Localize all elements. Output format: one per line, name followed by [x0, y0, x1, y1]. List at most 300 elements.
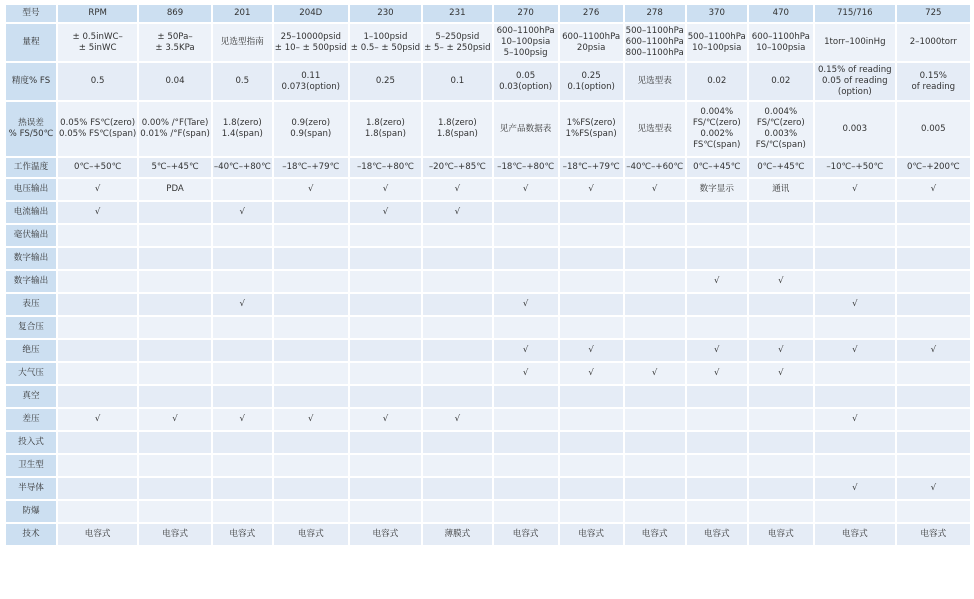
table-cell — [350, 386, 421, 407]
table-cell — [897, 202, 970, 223]
cell-text: 0.01% /°F(span) — [140, 129, 210, 139]
table-cell — [749, 478, 813, 499]
cell-text: 0.04 — [165, 76, 185, 86]
row-label-text: 数字输出 — [13, 253, 49, 263]
check-mark: √ — [930, 483, 937, 493]
table-cell — [213, 271, 272, 292]
table-cell — [749, 179, 813, 200]
table-row — [6, 158, 970, 177]
table-cell — [213, 24, 272, 61]
cell-text: 0.02 — [771, 76, 791, 86]
table-cell — [749, 225, 813, 246]
cell-text: ± 50Pa– — [157, 31, 193, 42]
table-cell — [625, 386, 685, 407]
cell-text: –40℃–+60℃ — [626, 162, 684, 172]
cell-text: 电容式 — [841, 529, 868, 539]
table-cell — [58, 340, 137, 361]
table-cell — [274, 225, 348, 246]
check-mark: √ — [778, 345, 784, 355]
table-cell — [139, 225, 211, 246]
table-cell — [815, 102, 895, 156]
table-cell — [687, 432, 747, 453]
table-cell — [560, 248, 623, 269]
table-cell — [350, 24, 421, 61]
cell-text: 0.5 — [235, 76, 250, 86]
cell-text: –40℃–+80℃ — [213, 162, 271, 172]
table-cell — [423, 248, 492, 269]
table-cell — [350, 478, 421, 499]
cell-text: 1.8(span) — [364, 129, 406, 139]
table-cell — [560, 179, 623, 200]
table-cell — [494, 501, 558, 522]
table-cell — [897, 179, 970, 200]
cell-text: 1torr–100inHg — [824, 37, 886, 47]
table-cell — [749, 409, 813, 430]
table-cell — [625, 455, 685, 476]
table-cell — [274, 386, 348, 407]
table-cell — [350, 248, 421, 269]
table-cell — [625, 524, 685, 545]
table-cell — [213, 386, 272, 407]
table-cell — [560, 432, 623, 453]
column-header — [423, 5, 492, 22]
cell-text: 见产品数据表 — [499, 123, 552, 134]
table-cell — [213, 432, 272, 453]
table-cell — [625, 102, 685, 156]
table-cell — [625, 179, 685, 200]
table-cell — [749, 501, 813, 522]
table-cell — [687, 271, 747, 292]
row-label-text: 差压 — [22, 414, 40, 424]
cell-text: 0.005 — [921, 123, 946, 134]
cell-text: 600–1100hPa — [625, 37, 684, 47]
cell-text: 0.03(option) — [499, 81, 553, 92]
table-cell — [139, 409, 211, 430]
table-row — [6, 386, 970, 407]
table-row — [6, 478, 970, 499]
check-mark: √ — [522, 299, 529, 309]
check-mark: √ — [588, 345, 594, 355]
table-cell — [494, 478, 558, 499]
table-cell — [423, 501, 492, 522]
cell-text: 0.003% — [764, 129, 798, 139]
cell-text: 0.15% — [919, 70, 947, 81]
table-cell — [897, 158, 970, 177]
table-cell — [58, 179, 137, 200]
table-cell — [139, 478, 211, 499]
table-cell — [350, 524, 421, 545]
table-cell — [560, 363, 623, 384]
table-cell — [213, 363, 272, 384]
table-cell — [687, 294, 747, 315]
check-mark: √ — [852, 184, 858, 194]
cell-text: 薄膜式 — [444, 529, 471, 539]
check-mark: √ — [588, 368, 594, 378]
check-mark: √ — [172, 414, 178, 424]
table-cell — [560, 317, 623, 338]
table-cell — [423, 294, 492, 315]
header-text: 725 — [925, 8, 942, 18]
table-cell — [560, 102, 623, 156]
table-row — [6, 294, 970, 315]
table-cell — [687, 63, 747, 100]
table-cell — [274, 501, 348, 522]
cell-text: 5℃–+45℃ — [151, 162, 199, 172]
header-text: 型号 — [22, 8, 40, 18]
column-header — [350, 5, 421, 22]
cell-text: FS/℃(zero) — [756, 118, 805, 128]
table-cell — [625, 294, 685, 315]
table-cell — [625, 478, 685, 499]
row-label — [6, 524, 56, 545]
table-cell — [560, 202, 623, 223]
row-label-text: 大气压 — [18, 368, 44, 378]
cell-text: 1.8(zero) — [222, 118, 262, 128]
check-mark: √ — [930, 184, 937, 194]
table-cell — [687, 455, 747, 476]
check-mark: √ — [94, 184, 101, 194]
cell-text: 500–1100hPa — [687, 31, 746, 42]
table-cell — [560, 158, 623, 177]
cell-text: 2–1000torr — [909, 37, 957, 47]
check-mark: √ — [239, 299, 246, 309]
cell-text: –18℃–+80℃ — [356, 162, 414, 172]
table-cell — [749, 248, 813, 269]
cell-text: 0.073(option) — [281, 81, 341, 92]
row-label — [6, 501, 56, 522]
check-mark: √ — [651, 184, 658, 194]
table-cell — [274, 294, 348, 315]
row-label-text: 投入式 — [18, 437, 44, 447]
table-cell — [213, 524, 272, 545]
table-cell — [423, 340, 492, 361]
column-header — [139, 5, 211, 22]
table-cell — [350, 294, 421, 315]
table-cell — [58, 455, 137, 476]
table-cell — [213, 63, 272, 100]
cell-text: –18℃–+79℃ — [282, 162, 340, 172]
table-cell — [815, 202, 895, 223]
table-cell — [423, 317, 492, 338]
cell-text: 20psia — [576, 42, 606, 53]
table-cell — [625, 432, 685, 453]
cell-text: 600–1100hPa — [496, 26, 555, 36]
column-header — [274, 5, 348, 22]
row-label — [6, 225, 56, 246]
table-cell — [897, 102, 970, 156]
cell-text: 见选型表 — [637, 123, 672, 134]
table-cell — [815, 317, 895, 338]
cell-text: 电容式 — [84, 529, 111, 539]
cell-text: 电容式 — [297, 529, 324, 539]
table-row — [6, 271, 970, 292]
table-cell — [625, 63, 685, 100]
table-row — [6, 409, 970, 430]
cell-text: of reading — [911, 81, 956, 92]
table-cell — [625, 340, 685, 361]
cell-text: 5–100psig — [503, 48, 548, 58]
cell-text: 电容式 — [512, 529, 539, 539]
check-mark: √ — [94, 414, 101, 424]
table-cell — [58, 409, 137, 430]
table-cell — [350, 501, 421, 522]
table-cell — [494, 202, 558, 223]
table-cell — [560, 63, 623, 100]
table-cell — [815, 386, 895, 407]
table-cell — [897, 271, 970, 292]
cell-text: 电容式 — [920, 529, 947, 539]
table-cell — [494, 24, 558, 61]
table-cell — [897, 432, 970, 453]
header-text: 201 — [234, 8, 251, 18]
row-label-text: 毫伏输出 — [13, 230, 49, 240]
table-cell — [494, 363, 558, 384]
cell-text: 0.05% FS℃(span) — [59, 129, 137, 139]
table-row — [6, 179, 970, 200]
check-mark: √ — [382, 184, 389, 194]
table-cell — [58, 225, 137, 246]
header-text: 869 — [166, 8, 184, 18]
cell-text: 0.05 of reading — [822, 76, 888, 86]
table-cell — [749, 317, 813, 338]
table-cell — [815, 294, 895, 315]
table-cell — [625, 202, 685, 223]
table-cell — [423, 455, 492, 476]
table-cell — [139, 363, 211, 384]
row-label-text: 精度% FS — [11, 76, 51, 86]
table-cell — [350, 179, 421, 200]
table-cell — [815, 179, 895, 200]
table-cell — [58, 271, 137, 292]
table-cell — [494, 524, 558, 545]
cell-text: 0.15% of reading — [817, 65, 892, 75]
table-cell — [350, 340, 421, 361]
table-cell — [139, 24, 211, 61]
check-mark: √ — [778, 276, 784, 286]
cell-text: 1–100psid — [363, 31, 408, 42]
cell-text: ± 10– ± 500psid — [274, 42, 347, 53]
table-cell — [625, 158, 685, 177]
table-cell — [350, 202, 421, 223]
table-cell — [423, 524, 492, 545]
table-cell — [423, 386, 492, 407]
table-cell — [213, 202, 272, 223]
table-cell — [749, 340, 813, 361]
table-cell — [560, 271, 623, 292]
table-row — [6, 102, 970, 156]
table-cell — [274, 202, 348, 223]
table-row — [6, 63, 970, 100]
table-cell — [560, 501, 623, 522]
check-mark: √ — [308, 184, 314, 194]
table-cell — [494, 409, 558, 430]
table-cell — [213, 225, 272, 246]
cell-text: FS/℃(span) — [755, 140, 806, 150]
cell-text: 0.002% — [700, 129, 734, 139]
row-label-text: 复合压 — [18, 322, 44, 332]
cell-text: (option) — [837, 87, 872, 97]
cell-text: 10–100psia — [692, 42, 742, 53]
table-cell — [423, 271, 492, 292]
table-cell — [213, 294, 272, 315]
table-cell — [139, 340, 211, 361]
table-cell — [58, 202, 137, 223]
cell-text: 0.5 — [90, 76, 105, 86]
check-mark: √ — [930, 345, 937, 355]
table-cell — [687, 524, 747, 545]
row-label — [6, 63, 56, 100]
table-cell — [815, 158, 895, 177]
table-cell — [687, 478, 747, 499]
table-cell — [213, 102, 272, 156]
table-row — [6, 340, 970, 361]
cell-text: 电容式 — [703, 529, 730, 539]
table-cell — [139, 432, 211, 453]
cell-text: 5–250psid — [435, 31, 480, 42]
table-cell — [494, 386, 558, 407]
table-cell — [749, 271, 813, 292]
table-cell — [213, 501, 272, 522]
table-cell — [494, 63, 558, 100]
table-cell — [213, 455, 272, 476]
cell-text: –20℃–+85℃ — [428, 162, 486, 172]
check-mark: √ — [588, 184, 594, 194]
table-cell — [494, 248, 558, 269]
row-label-text: 量程 — [22, 37, 40, 47]
cell-text: ± 3.5KPa — [155, 42, 195, 53]
cell-text: 0℃–+50℃ — [74, 162, 122, 172]
table-cell — [494, 225, 558, 246]
row-label — [6, 271, 56, 292]
table-cell — [687, 363, 747, 384]
row-label — [6, 340, 56, 361]
check-mark: √ — [651, 368, 658, 378]
table-cell — [139, 202, 211, 223]
table-cell — [274, 158, 348, 177]
cell-text: 电容式 — [578, 529, 605, 539]
check-mark: √ — [852, 414, 858, 424]
table-cell — [687, 24, 747, 61]
check-mark: √ — [714, 368, 720, 378]
table-cell — [687, 317, 747, 338]
table-cell — [58, 294, 137, 315]
table-cell — [687, 102, 747, 156]
check-mark: √ — [382, 414, 389, 424]
table-cell — [815, 271, 895, 292]
table-cell — [815, 340, 895, 361]
table-cell — [749, 202, 813, 223]
table-cell — [749, 386, 813, 407]
cell-text: –18℃–+79℃ — [562, 162, 620, 172]
cell-text: 0.004% — [764, 107, 798, 117]
table-cell — [897, 478, 970, 499]
table-cell — [625, 409, 685, 430]
spec-table — [4, 3, 972, 547]
row-label — [6, 248, 56, 269]
table-cell — [274, 455, 348, 476]
column-header — [897, 5, 970, 22]
table-cell — [815, 225, 895, 246]
table-cell — [58, 363, 137, 384]
table-cell — [350, 158, 421, 177]
cell-text: FS/℃(zero) — [692, 118, 741, 128]
table-cell — [423, 202, 492, 223]
row-label-text: 真空 — [22, 391, 40, 401]
table-cell — [897, 294, 970, 315]
row-label-text: 数字输出 — [13, 276, 49, 286]
cell-text: 0.1(option) — [567, 81, 615, 92]
table-cell — [897, 317, 970, 338]
table-cell — [625, 248, 685, 269]
table-cell — [213, 248, 272, 269]
table-cell — [350, 455, 421, 476]
table-cell — [274, 432, 348, 453]
column-header — [58, 5, 137, 22]
table-row — [6, 524, 970, 545]
cell-text: 800–1100hPa — [625, 48, 684, 58]
row-label — [6, 202, 56, 223]
cell-text: 10–100psia — [501, 37, 551, 47]
cell-text: 25–10000psid — [280, 31, 341, 42]
table-cell — [687, 340, 747, 361]
header-text: 278 — [646, 8, 663, 18]
cell-text: 0.05 — [516, 70, 536, 81]
table-cell — [350, 225, 421, 246]
cell-text: 0.11 — [301, 70, 321, 81]
table-cell — [423, 363, 492, 384]
table-cell — [560, 294, 623, 315]
table-cell — [274, 317, 348, 338]
cell-text: ± 5– ± 250psid — [424, 42, 491, 53]
cell-text: –10℃–+50℃ — [826, 162, 884, 172]
table-cell — [58, 24, 137, 61]
table-cell — [494, 317, 558, 338]
cell-text: 0.9(span) — [290, 129, 332, 139]
table-cell — [749, 63, 813, 100]
row-label — [6, 102, 56, 156]
table-cell — [423, 63, 492, 100]
cell-text: ± 5inWC — [78, 42, 117, 53]
cell-text: 0.1 — [450, 76, 465, 86]
cell-text: 0.004% — [700, 107, 734, 117]
table-cell — [897, 340, 970, 361]
table-cell — [139, 455, 211, 476]
table-cell — [687, 409, 747, 430]
table-cell — [274, 524, 348, 545]
row-label — [6, 432, 56, 453]
table-cell — [423, 24, 492, 61]
check-mark: √ — [522, 184, 529, 194]
table-cell — [423, 158, 492, 177]
table-cell — [494, 158, 558, 177]
column-header — [213, 5, 272, 22]
table-cell — [749, 158, 813, 177]
cell-text: 600–1100hPa — [562, 31, 621, 42]
cell-text: 0℃–+200℃ — [906, 162, 960, 172]
table-cell — [897, 363, 970, 384]
table-cell — [139, 179, 211, 200]
table-cell — [274, 24, 348, 61]
header-text: RPM — [88, 8, 107, 18]
column-header — [494, 5, 558, 22]
check-mark: √ — [852, 483, 858, 493]
cell-text: 0.9(zero) — [291, 118, 331, 128]
table-cell — [625, 501, 685, 522]
table-cell — [815, 24, 895, 61]
table-cell — [897, 225, 970, 246]
table-cell — [625, 24, 685, 61]
table-cell — [815, 363, 895, 384]
